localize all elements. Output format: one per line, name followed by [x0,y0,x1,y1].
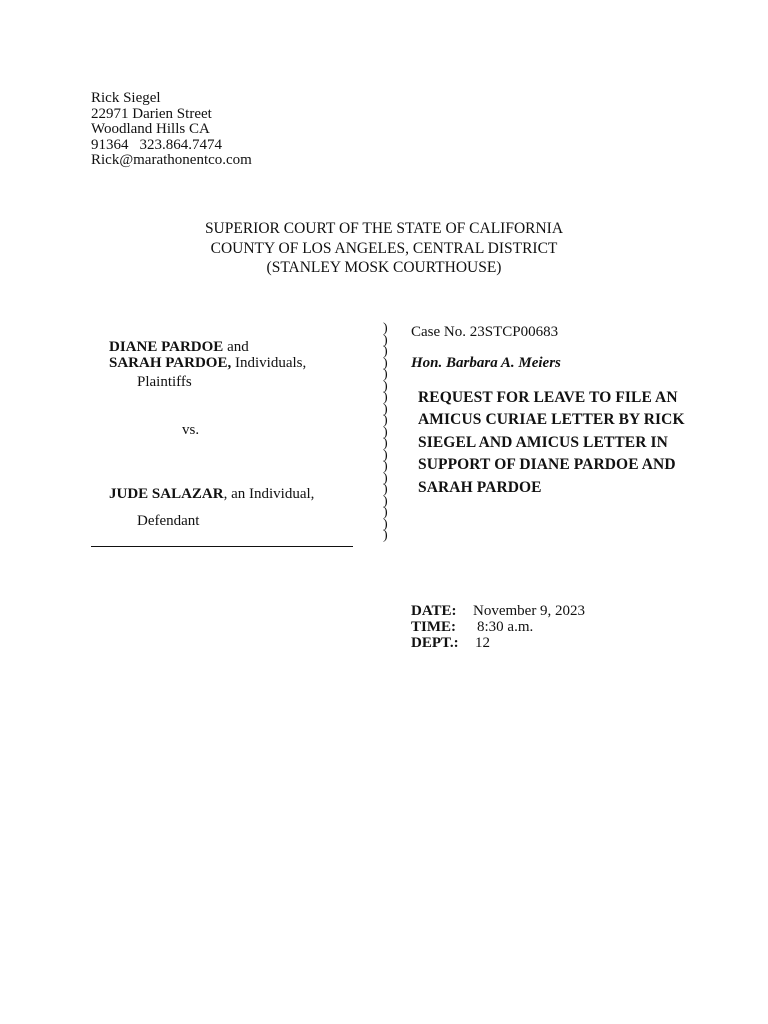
hearing-date-label: DATE: [411,603,457,619]
document-title-line: SUPPORT OF DIANE PARDOE AND [418,456,676,474]
attorney-block [91,91,252,169]
paren: ) [383,436,388,451]
paren: ) [383,355,388,371]
paren: ) [383,321,388,336]
document-title-line: SARAH PARDOE [418,478,542,496]
paren: ) [383,447,388,463]
attorney-street: 22971 Darien Street [91,105,212,122]
attorney-email: Rick@marathonentco.com [91,152,252,169]
paren: ) [383,482,388,497]
court-line-3: (STANLEY MOSK COURTHOUSE) [266,259,502,276]
defendant-suffix: , an Individual, [223,486,315,502]
paren: ) [383,390,388,405]
hearing-time-value: 8:30 a.m. [477,618,534,635]
document-title-line: SIEGEL AND AMICUS LETTER IN [418,433,668,451]
document-title-line: REQUEST FOR LEAVE TO FILE AN [418,389,678,406]
paren: ) [383,413,388,428]
plaintiff-2-suffix: Individuals, [231,355,307,371]
plaintiff-1-name: DIANE PARDOE [109,339,224,355]
court-heading [0,219,768,278]
paren: ) [383,516,388,532]
case-number: Case No. 23STCP00683 [411,324,559,340]
court-line-1: SUPERIOR COURT OF THE STATE OF CALIFORNIA [204,220,564,237]
paren: ) [383,459,388,474]
document-title [418,387,685,499]
hearing-dept-row [411,636,585,652]
paren: ) [383,528,388,543]
attorney-city: Woodland Hills CA [91,121,210,138]
caption-rule [91,546,353,547]
versus-label: vs. [182,422,200,438]
paren: ) [383,367,388,382]
attorney-zip-phone [91,138,252,154]
paren: ) [383,505,388,520]
plaintiff-1-suffix: and [223,339,249,355]
caption-paren-column [383,323,388,542]
plaintiff-role: Plaintiffs [137,374,192,390]
attorney-phone: 323.864.7474 [139,136,222,153]
judge-name: Hon. Barbara A. Meiers [411,355,561,371]
hearing-dept-label: DEPT.: [411,634,459,651]
attorney-zip: 91364 [91,136,129,153]
hearing-date-row [411,604,585,620]
hearing-dept-value: 12 [475,634,490,651]
defendant-name: JUDE SALAZAR [109,486,224,502]
paren: ) [383,470,388,486]
paren: ) [383,424,388,440]
plaintiff-1 [109,339,249,355]
document-title-line: AMICUS CURIAE LETTER BY RICK [418,411,685,429]
paren: ) [383,401,388,417]
defendant [109,486,314,502]
paren: ) [383,332,388,348]
hearing-date-value: November 9, 2023 [473,603,586,619]
paren: ) [383,344,388,359]
hearing-time-row [411,620,585,636]
court-line-2: COUNTY OF LOS ANGELES, CENTRAL DISTRICT [210,239,558,257]
hearing-time-label: TIME: [411,618,456,635]
hearing-info [411,604,585,651]
plaintiff-2 [109,355,306,371]
paren: ) [383,378,388,394]
defendant-role: Defendant [137,513,200,529]
attorney-name: Rick Siegel [91,90,161,106]
plaintiff-2-name: SARAH PARDOE, [109,355,232,371]
paren: ) [383,493,388,509]
